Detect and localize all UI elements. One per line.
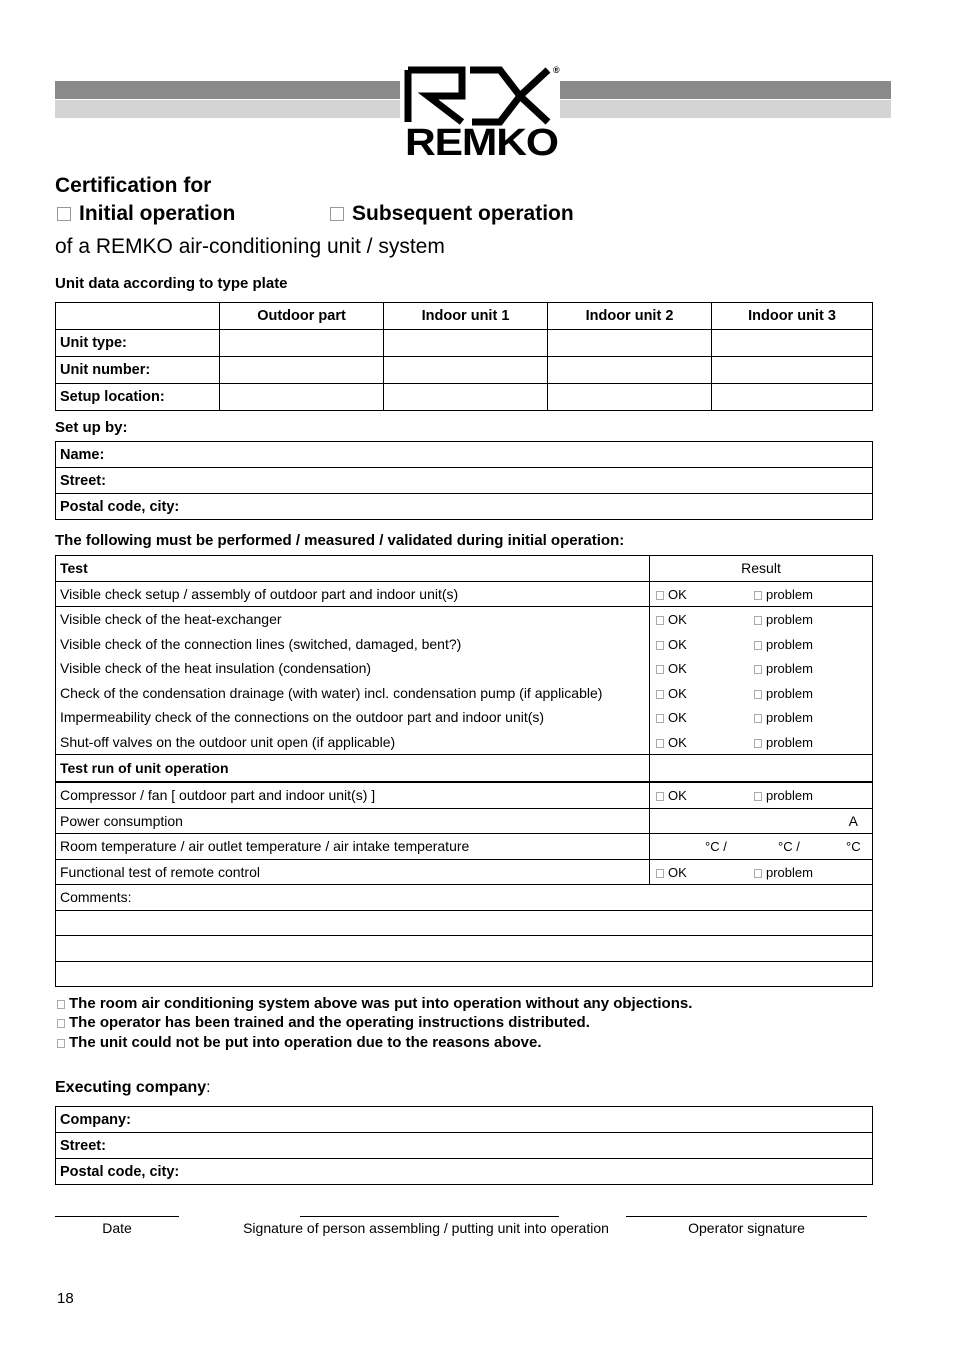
checkbox-icon[interactable]	[656, 792, 664, 801]
result-cell	[650, 782, 873, 808]
empty-result-cell	[650, 755, 873, 783]
test-row: Functional test of remote control	[56, 859, 650, 885]
setup-by-table	[55, 441, 873, 520]
problem-option[interactable]: problem	[754, 710, 813, 725]
checkbox-icon[interactable]	[57, 1000, 65, 1009]
result-cell	[650, 607, 873, 632]
temperature-input-cell[interactable]: °C / °C / °C	[650, 834, 873, 860]
setup-by-heading: Set up by:	[55, 419, 128, 436]
test-run-heading: Test run of unit operation	[56, 755, 650, 783]
logo-text: REMKO	[405, 122, 558, 164]
executing-table	[55, 1106, 873, 1185]
result-cell	[650, 581, 873, 607]
input-cell[interactable]	[220, 330, 384, 357]
checkbox-icon[interactable]	[656, 739, 664, 748]
checkbox-icon[interactable]	[754, 591, 762, 600]
comments-label: Comments:	[56, 885, 873, 911]
ok-option[interactable]: OK	[656, 661, 687, 676]
checkbox-icon[interactable]	[754, 616, 762, 625]
result-cell	[650, 681, 873, 706]
checkbox-icon[interactable]	[754, 714, 762, 723]
setup-postal-field[interactable]: Postal code, city:	[56, 494, 873, 520]
checkbox-icon[interactable]	[656, 591, 664, 600]
tests-table	[55, 555, 873, 987]
checkbox-icon[interactable]	[656, 641, 664, 650]
test-row: Visible check of the heat insulation (condensation)	[56, 656, 650, 681]
problem-option[interactable]: problem	[754, 735, 813, 750]
checkbox-icon[interactable]	[754, 641, 762, 650]
input-cell[interactable]	[548, 330, 712, 357]
page-number: 18	[57, 1290, 74, 1307]
statement-failed[interactable]: The unit could not be put into operation due to the reasons above.	[57, 1034, 542, 1051]
ok-option[interactable]: OK	[656, 587, 687, 602]
result-column-header: Result	[650, 556, 873, 582]
input-cell[interactable]	[712, 384, 873, 411]
test-row: Check of the condensation drainage (with water) incl. condensation pump (if applicable)	[56, 681, 650, 706]
remko-logo	[400, 62, 560, 162]
comments-line[interactable]	[56, 936, 873, 962]
input-cell[interactable]	[220, 357, 384, 384]
checkbox-icon[interactable]	[656, 714, 664, 723]
input-cell[interactable]	[220, 384, 384, 411]
ok-option[interactable]: OK	[656, 637, 687, 652]
checkbox-icon[interactable]	[57, 1019, 65, 1028]
checkbox-icon[interactable]	[656, 690, 664, 699]
checkbox-icon[interactable]	[754, 665, 762, 674]
problem-option[interactable]: problem	[754, 865, 813, 880]
result-cell	[650, 705, 873, 730]
unit-data-heading: Unit data according to type plate	[55, 275, 288, 292]
input-cell[interactable]	[712, 330, 873, 357]
setup-street-field[interactable]: Street:	[56, 468, 873, 494]
checkbox-icon[interactable]	[754, 690, 762, 699]
comments-line[interactable]	[56, 961, 873, 987]
tests-heading: The following must be performed / measured / validated during initial operation:	[55, 532, 625, 549]
title-line1: Certification for	[55, 174, 212, 197]
company-field[interactable]: Company:	[56, 1107, 873, 1133]
problem-option[interactable]: problem	[754, 686, 813, 701]
row-label: Unit type:	[56, 330, 220, 357]
input-cell[interactable]	[384, 384, 548, 411]
row-label: Setup location:	[56, 384, 220, 411]
title-line3: of a REMKO air-conditioning unit / system	[55, 235, 445, 258]
problem-option[interactable]: problem	[754, 661, 813, 676]
assembler-label: Signature of person assembling / putting unit into operation	[243, 1220, 609, 1236]
checkbox-icon[interactable]	[754, 792, 762, 801]
row-label: Unit number:	[56, 357, 220, 384]
test-column-header: Test	[56, 556, 650, 582]
test-row: Power consumption	[56, 808, 650, 834]
test-row: Compressor / fan [ outdoor part and indoor unit(s) ]	[56, 782, 650, 808]
checkbox-icon[interactable]	[656, 616, 664, 625]
checkbox-icon[interactable]	[57, 207, 71, 221]
result-cell	[650, 656, 873, 681]
column-header: Outdoor part	[220, 303, 384, 330]
test-row: Visible check of the connection lines (switched, damaged, bent?)	[56, 632, 650, 657]
checkbox-icon[interactable]	[754, 739, 762, 748]
executing-street-field[interactable]: Street:	[56, 1133, 873, 1159]
input-cell[interactable]	[712, 357, 873, 384]
checkbox-icon[interactable]	[754, 869, 762, 878]
registered-mark: ®	[553, 65, 560, 75]
power-input-cell[interactable]: A	[650, 808, 873, 834]
input-cell[interactable]	[548, 384, 712, 411]
input-cell[interactable]	[384, 330, 548, 357]
statement-ok[interactable]: The room air conditioning system above was put into operation without any objections.	[57, 995, 692, 1012]
result-cell	[650, 730, 873, 755]
date-signature-line[interactable]	[55, 1216, 179, 1217]
option-subsequent[interactable]: Subsequent operation	[330, 202, 574, 226]
input-cell[interactable]	[384, 357, 548, 384]
checkbox-icon[interactable]	[57, 1039, 65, 1048]
date-label: Date	[102, 1220, 132, 1236]
problem-option[interactable]: problem	[754, 788, 813, 803]
input-cell[interactable]	[548, 357, 712, 384]
result-cell	[650, 632, 873, 657]
checkbox-icon[interactable]	[656, 869, 664, 878]
test-row: Visible check setup / assembly of outdoor part and indoor unit(s)	[56, 581, 650, 607]
operator-label: Operator signature	[688, 1220, 805, 1236]
ok-option[interactable]: OK	[656, 686, 687, 701]
option-initial[interactable]: Initial operation	[57, 202, 235, 226]
ok-option[interactable]: OK	[656, 612, 687, 627]
checkbox-icon[interactable]	[656, 665, 664, 674]
assembler-signature-line[interactable]	[300, 1216, 559, 1217]
test-row: Shut-off valves on the outdoor unit open (if applicable)	[56, 730, 650, 755]
column-header: Indoor unit 3	[712, 303, 873, 330]
ok-option[interactable]: OK	[656, 735, 687, 750]
operator-signature-line[interactable]	[626, 1216, 867, 1217]
comments-line[interactable]	[56, 910, 873, 936]
column-header: Indoor unit 1	[384, 303, 548, 330]
problem-option[interactable]: problem	[754, 587, 813, 602]
problem-option[interactable]: problem	[754, 637, 813, 652]
result-cell	[650, 859, 873, 885]
column-header: Indoor unit 2	[548, 303, 712, 330]
ok-option[interactable]: OK	[656, 788, 687, 803]
statement-trained[interactable]: The operator has been trained and the operating instructions distributed.	[57, 1014, 590, 1031]
setup-name-field[interactable]: Name:	[56, 442, 873, 468]
ok-option[interactable]: OK	[656, 865, 687, 880]
test-row: Visible check of the heat-exchanger	[56, 607, 650, 632]
checkbox-icon[interactable]	[330, 207, 344, 221]
ok-option[interactable]: OK	[656, 710, 687, 725]
test-row: Impermeability check of the connections on the outdoor part and indoor unit(s)	[56, 705, 650, 730]
executing-heading: Executing company:	[55, 1079, 211, 1096]
unit-data-table	[55, 302, 873, 411]
corner-cell	[56, 303, 220, 330]
executing-postal-field[interactable]: Postal code, city:	[56, 1159, 873, 1185]
test-row: Room temperature / air outlet temperature / air intake temperature	[56, 834, 650, 860]
problem-option[interactable]: problem	[754, 612, 813, 627]
